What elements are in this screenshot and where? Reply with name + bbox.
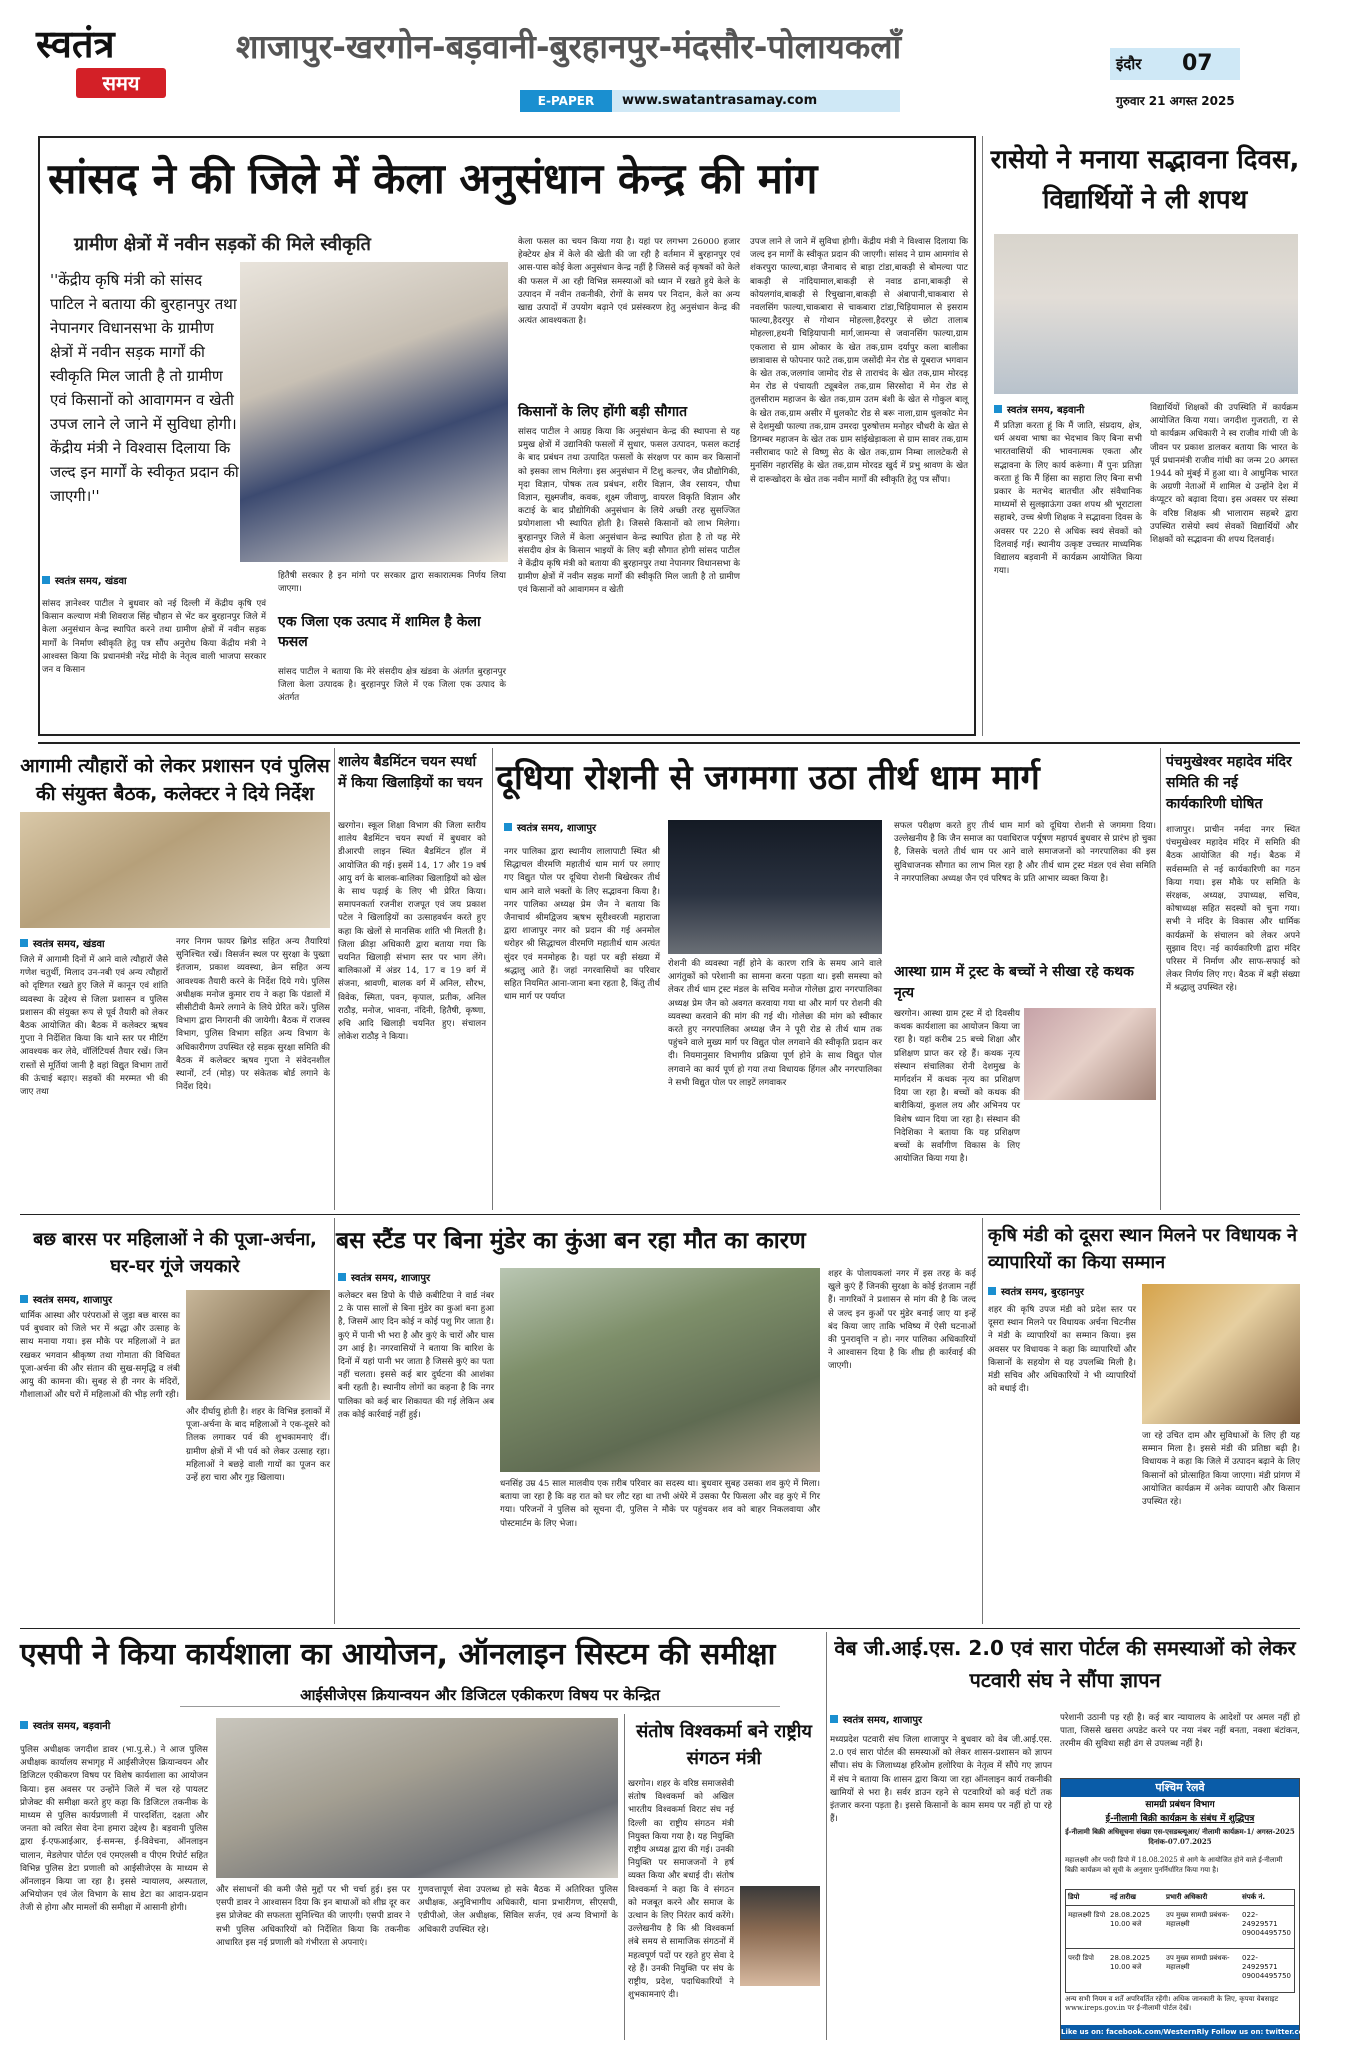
santosh-body: खरगोन। शहर के वरिष्ठ समाजसेवी संतोष विश्वकर्मा को अखिल भारतीय विश्वकर्मा विराट संघ नई दिल्ली का राष्ट्रीय संगठन मंत्री नियुक्त किया गया है। यह नियुक्ति राष्ट्रीय अध्यक्ष द्वारा की गई। उनकी नियुक्ति पर समाजजनों ने हर्ष व्यक्त किया और बधाई दी। संतोष विश्वकर्मा ने कहा कि वे संगठन को मजबूत करने और समाज के उत्थान के लिए निरंतर कार्य करेंगे। उल्लेखनीय है कि श्री विश्वकर्मा लंबे समय से सामाजिक संगठनों में महत्वपूर्ण पदों पर रहते हुए सेवा दे रहे हैं। उनकी नियुक्ति पर संघ के राष्ट्रीय, प्रदेश, पदाधिकारियों ने शुभकामनाएं दी। (628, 1779, 734, 2001)
bachbaras-byline: स्वतंत्र समय, शाजापुर (20, 1292, 180, 1306)
tender-cell: महालक्ष्मी डिपो (1068, 1911, 1106, 1919)
bachbaras-photo (186, 1290, 330, 1400)
mandi-headline: कृषि मंडी को दूसरा स्थान मिलने पर विधायक ने व्यापारियों का किया सम्मान (988, 1225, 1297, 1273)
dance-photo (1024, 1008, 1156, 1100)
busstand-body-2: धनसिंह उम्र 45 साल मालवीय एक ग़रीब परिवार का सदस्य था। बुधवार सुबह उसका शव कुएं में मिला। बताया जा रहा है कि वह रात को घर लौट रहा था तभी अंधेरे में उसका पैर फिसला और वह कुएं में गिर गया। परिजनों ने पुलिस को सूचना दी, पुलिस ने मौके पर पहुंचकर शव को बाहर निकलवाया और पोस्टमार्टम के लिए भेजा। (500, 1479, 820, 1529)
banana-quote: ''केंद्रीय कृषि मंत्री को सांसद पाटिल ने बताया की बुरहानपुर तथा नेपानगर विधानसभा के ग्रामीण क्षेत्रों में नवीन सड़क मार्गों की स्वीकृति मिल जाती है तो ग्रामीण एवं किसानों को आवागमन व खेती उपज लाने ले जाने में सुविधा होगी। केंद्रीय मंत्री ने विश्वास दिलाया कि जल्द इन मार्गों के स्वीकृत प्रदान की जाएगी।'' (50, 271, 239, 505)
tender-ref: ई-नीलामी बिक्री अधिसूचना संख्या एस-एसडब्ल्यूआर/ नीलामी कार्यक्रम-1/ अगस्त-2025 दिनांक-07.07.2025 (1065, 1827, 1295, 1846)
banana-body-3: सांसद पाटील ने बताया कि मेरे संसदीय क्षेत्र खंडवा के अंतर्गत बुरहानपुर जिला केला उत्पादक है। बुरहानपुर जिले में एक जिला एक उत्पाद के अंतर्गत (278, 667, 506, 704)
busstand-body-1: कलेक्टर बस डिपो के पीछे कबीटिया ने वार्ड नंबर 2 के पास सालों से बिना मुंडेर का कुआं बना हुआ है, जिसमें आए दिन कोई न कोई पशु गिर जाता है। कुएं में पानी भी भरा है और कुएं के चारों और घास उग आई है। नगरवासियों ने बताया कि बारिश के दिनों में यहां पानी भर जाता है जिससे कुएं का पता नहीं चलता। इससे कई बार दुर्घटना की आशंका बनी रहती है। स्थानीय लोगों का कहना है कि नगर पालिका को कई बार शिकायत की गई लेकिन अब तक कोई कार्रवाई नहीं हुई। (338, 1291, 494, 1420)
tirth-body-2: रोशनी की व्यवस्था नहीं होने के कारण रात्रि के समय आने वाले आगंतुकों को परेशानी का सामना करना पड़ता था। इसी समस्या को लेकर तीर्थ धाम ट्रस्ट मंडल के सचिव मनोज गोलेछा द्वारा नगरपालिका अध्यक्ष प्रेम जैन को अवगत करवाया गया था और मार्ग पर रोशनी की व्यवस्था करवाने की मांग की गई थी। गोलेछा की मांग को स्वीकार करते हुए नगरपालिका अध्यक्ष जैन ने पूरी रोड से तीर्थ धाम तक पहुंचने वाले मुख्य मार्ग पर विद्युत पोल लगवाने की स्वीकृति प्रदान कर दी। नियमानुसार विभागीय प्रक्रिया पूर्ण होने के साथ विद्युत पोल लगवाने का कार्य पूर्ण हो गया तथा विधायक हिंगल और नगरपालिका ने सभी विद्युत पोल पर लाइटें लगवाकर (668, 959, 882, 1088)
sadbhavna-headline: रासेयो ने मनाया सद्भावना दिवस, विद्यार्थियों ने ली शपथ (990, 145, 1300, 215)
banana-photo (240, 262, 508, 562)
mandi-body-1: शहर की कृषि उपज मंडी को प्रदेश स्तर पर दूसरा स्थान मिलने पर विधायक अर्चना चिटनीस ने मंडी के व्यापारियों का सम्मान किया। इस अवसर पर विधायक ने कहा कि व्यापारियों और किसानों के सहयोग से यह उपलब्धि मिली है। मंडी सचिव और अधिकारियों ने भी व्यापारियों को बधाई दी। (988, 1305, 1136, 1395)
tender-header-row (1066, 1890, 1294, 1906)
badminton-headline: शालेय बैडमिंटन चयन स्पर्धा में किया खिलाड़ियों का चयन (338, 754, 483, 791)
divider-3 (20, 1628, 1300, 1629)
patwari-body-2: परेशानी उठानी पड़ रही है। कई बार न्यायालय के आदेशों पर अमल नहीं हो पाता, जिससे खसरा अपडेट करने पर नया नंबर नहीं बनता, नक्शा बंटांकन, तरमीम की सुविधा सही ढंग से उपलब्ध नहीं है। (1060, 1713, 1300, 1750)
tirth-body-3: सफल परीक्षण करते हुए तीर्थ धाम मार्ग को दूधिया रोशनी से जगमगा दिया। उल्लेखनीय है कि जैन समाज का पवाधिराज पर्यूषण महापर्व बुधवार से प्रारंभ हो चुका है, जिसके चलते तीर्थ धाम पर आने वाले समाजजनों को नगरपालिका की इस सुविधाजनक सौगात का लाभ मिल रहा है और तीर्थ धाम ट्रस्ट मंडल एवं सेवा समिति ने नगरपालिका अध्यक्ष जैन एवं परिषद के प्रति आभार व्यक्त किया है। (894, 821, 1156, 884)
festivals-byline: स्वतंत्र समय, खंडवा (20, 936, 170, 950)
logo-top: स्वतंत्र (36, 21, 115, 66)
tirth-body-4: खरगोन। आस्था ग्राम ट्रस्ट में दो दिवसीय कथक कार्यशाला का आयोजन किया जा रहा है। यहां करीब 25 बच्चे शिक्षा और प्रशिक्षण प्राप्त कर रहे हैं। कथक नृत्य संस्थान संचालिका रोनी देशमुख के मार्गदर्शन में कथक नृत्य का प्रशिक्षण दिया जा रहा है। बच्चों को कथक की बारीकियां, कुशल लय और अभिनय पर विशेष ध्यान दिया जा रहा है। संस्थान की निदेशिका ने बताया कि यह प्रशिक्षण बच्चों के सर्वांगीण विकास के लिए आयोजित किया गया है। (894, 1009, 1020, 1165)
col-rule (982, 136, 983, 736)
banana-body-4: केला फसल का चयन किया गया है। यहां पर लगभग 26000 हजार हेक्टेयर क्षेत्र में केले की खेती की जा रही है वर्तमान में बुरहानपुर एवं आस-पास कोई केला अनुसंधान केन्द्र नहीं है जिससे कई कृषकों को केले की फसल में आ रही विभिन्न समस्याओं को ध्यान में रखते हुये केले के उत्पादन में नवीन तकनीकी, रोगों के समय पर निदान, केले का अन्य खाद्य उत्पादों में उपयोग बढ़ाने एवं प्रसंस्करण हेतु अनुसंधान केन्द्र की अत्यंत आवश्यकता है। (518, 237, 740, 327)
busstand-headline: बस स्टैंड पर बिना मुंडेर का कुंआ बन रहा मौत का कारण (336, 1228, 806, 1254)
website-link[interactable]: www.swatantrasamay.com (622, 93, 818, 108)
sadbhavna-byline: स्वतंत्र समय, बड़वानी (994, 402, 1144, 416)
divider-1 (38, 742, 1300, 744)
busstand-byline: स्वतंत्र समय, शाजापुर (338, 1270, 498, 1284)
banana-subhead-3: किसानों के लिए होंगी बड़ी सौगात (518, 404, 688, 420)
sadbhavna-photo (994, 234, 1298, 394)
festivals-body-1: जिले में आगामी दिनों में आने वाले त्यौहारों जैसे गणेश चतुर्थी, मिलाद उन-नबी एवं अन्य त्यौहारों को दृष्टिगत रखते हुए जिले में कानून एवं शांति व्यवस्था के उद्देश्य से जिला प्रशासन व पुलिस प्रशासन की संयुक्त रूप से पूर्व तैयारी को लेकर बैठक आयोजित की। बैठक में कलेक्टर ऋषव गुप्ता ने निर्देशित किया कि थाने स्तर पर मीटिंग आवश्यक कर लेवे, वॉलिंटियर्स तैयार रखें। जिन रास्तों से मूर्तियां जानी है वहां विद्युत विभाग तारों की ऊंचाई बढ़ाए। सड़कों की मरम्मत भी की जाए तथा (20, 955, 168, 1098)
mandi-photo (1142, 1284, 1300, 1424)
tender-notice: ई-नीलामी बिक्री कार्यक्रम के संबंध में शुद्धिपत्र (1105, 1814, 1255, 1824)
mandi-byline: स्वतंत्र समय, बुरहानपुर (988, 1284, 1138, 1298)
page-badge (1110, 48, 1240, 80)
sp-body-2: और संसाधनों की कमी जैसे मुद्दों पर भी चर्चा हुई। इस पर एसपी डावर ने आश्वासन दिया कि इन बाधाओं को शीघ्र दूर कर इस प्रोजेक्ट की सफलता सुनिश्चित की जाएगी। एसपी डावर ने सभी पुलिस अधिकारियों को निर्देशित किया कि तकनीक आधारित इस नई प्रणाली को गंभीरता से अपनाएं। (216, 1885, 410, 1948)
busstand-photo (500, 1268, 820, 1472)
tender-org: पश्चिम रेलवे (1061, 1779, 1299, 1797)
col-rule (1160, 748, 1161, 1210)
tender-header-contact: संपर्क नं. (1242, 1893, 1266, 1901)
tender-cell: 022-24929571 09004495750 (1242, 1954, 1291, 1980)
page-number: 07 (1182, 51, 1213, 76)
col-rule (624, 1714, 625, 2040)
epaper-label: E-PAPER (520, 90, 612, 112)
issue-date: गुरुवार 21 अगस्त 2025 (1116, 94, 1235, 108)
tender-cell: 28.08.2025 10.00 बजे (1110, 1911, 1151, 1928)
sp-byline: स्वतंत्र समय, बड़वानी (20, 1718, 190, 1732)
tender-table (1065, 1889, 1295, 1993)
sp-body-1: पुलिस अधीक्षक जगदीश डावर (भा.पु.से.) ने आज पुलिस अधीक्षक कार्यालय सभागृह में आईसीजेएस क्रियान्वयन और डिजिटल एकीकरण विषय पर विशेष कार्यशाला का आयोजन किया। इस अवसर पर उन्होंने जिले में चल रहे पायलट प्रोजेक्ट की समीक्षा करते हुए कहा कि डिजिटल तकनीक के माध्यम से पुलिस कार्यप्रणाली में पारदर्शिता, दक्षता और जनता को त्वरित सेवा देना हमारा उद्देश्य है। बड़वानी पुलिस द्वारा ई-एफआईआर, ई-समन्स, ई-विवेचना, ऑनलाइन चालान, मेडलेपार पोर्टल एवं एमएलसी व पीएम रिपोर्ट सहित विभिन्न पुलिस डेटा प्रणाली को आईसीजेएस के माध्यम से ऑनलाइन किया जा रहा है। इससे न्यायालय, अस्पताल, अभियोजन एवं जेल विभाग के साथ डेटा का आदान-प्रदान तेजी से होगा और मामलों की समीक्षा में आसानी होगी। (20, 1745, 208, 1914)
patwari-byline: स्वतंत्र समय, शाजापुर (830, 1712, 1030, 1726)
banana-body-5: सांसद पाटील ने आग्रह किया कि अनुसंधान केन्द्र की स्थापना से यह प्रमुख क्षेत्रों में उद्यानिकी फसलों में सुधार, फसल उत्पादन, फसल कटाई के बाद प्रबंधन तथा उत्पादित फसलों के संरक्षण पर काम कर किसानों को इसका लाभ मिलेगा। इस अनुसंधान में टिशु कल्चर, जैव प्रौद्योगिकी, मृदा विज्ञान, पोषक तत्व प्रबंधन, शरीर विज्ञान, जैव रसायन, पौधा विज्ञान, सूक्ष्मजीव, कवक, शूक्ष्म जीवाणु, वायरल विकृति विज्ञान और कटाई के बाद प्रौद्योगिकी अनुसंधान के लिये अच्छी तरह सुसज्जित प्रयोगशाला भी स्थापित होती है। जिससे किसानों को लाभ मिलेगा। बुरहानपुर जिले में केला अनुसंधान केन्द्र स्थापित होता है तो यह मेरे संसदीय क्षेत्र के किसान भाइयों के लिए बड़ी सौगात होगी सांसद पाटील ने केंद्रीय कृषि मंत्री को बताया की बुरहानपुर तथा नेपानगर विधानसभा के ग्रामीण क्षेत्रों में नवीन सड़क मार्गों की स्वीकृति मिल जाती है तो ग्रामीण एवं किसानों को आवागमन व खेती (518, 427, 740, 596)
festivals-photo (20, 812, 330, 928)
sp-headline: एसपी ने किया कार्यशाला का आयोजन, ऑनलाइन सिस्टम की समीक्षा (20, 1637, 776, 1672)
banana-body-6: उपज लाने ले जाने में सुविधा होगी। केंद्रीय मंत्री ने विश्वास दिलाया कि जल्द इन मार्गों के स्वीकृत प्रदान की जाएगी। सांसद ने ग्राम आमगांव से शंकरपुरा फाल्या,बाड़ा जैनाबाद से बाड़ा टांडा,बाकड़ी से बोमल्या पाट बाकड़ी से नांदियामाल,बाकड़ी से नवाड ढाना,बाकड़ी से कोयलगांव,बाकड़ी से रिचुखाना,बाकड़ी से अंबापानी,चाकबारा से नवलसिंग फाल्या,चाकबारा से चाकबारा टांडा,चिड़ियामाल से इसराम फाल्या,हैदरपुर से गोथान मोहल्ला,हैदरपुर से छोटा तालाब मोहल्ला,हथनी चिड़ियापानी मार्ग,जामन्या से जवानसिंग फाल्या,ग्राम एकलारा से ग्राम ओकार के खेत तक,ग्राम दर्यापुर कला बालीका छात्रावास से फोपनार फाटे तक,ग्राम जसोंदी मेन रोड से यूबराज भगवान के खेत तक,जलगांव जामोद रोड से ताराचंद के खेत तक,ग्राम मोरदड़ मेन रोड से पंचायती ट्यूबवेल तक,ग्राम सिरसोदा में मेन रोड से तुलसीराम महाजन के खेत तक,ग्राम उतम बंशी के खेत से गोकुल बालू के खेत तक,ग्राम असीर में धुलकोट रोड से बरू नाला,ग्राम धुलकोट मेन से देशमुखी फाल्या तक,ग्राम उमरदा पुरुषोत्तम मनोहर चौधरी के खेत से डिगम्बर महाजन के खेत तक ग्राम सांईखेड़ाकला से ग्राम सावर तक,ग्राम नसीराबाद फाटे से विष्णु सेठ के खेत तक,ग्राम निम्बा लालटेकरी से मुनसिंग नहारसिंह के खेत तक,ग्राम मोरदड खुर्द में प्रभु श्रावण के खेत से दारूखोदरा के खेत तक नवीन मार्गों की स्वीकृति हेतु पत्र सौंपा। (750, 237, 968, 485)
tirth-body-1: नगर पालिका द्वारा स्थानीय लालापाटी स्थित श्री सिद्धाचल वीरमणि महातीर्थ धाम मार्ग पर लगाए गए विद्युत पोल पर दूधिया रोशनी बिखेरकर तीर्थ धाम आने वाले भक्तों के लिए सद्भावना किया है। नगर पालिका अध्यक्ष प्रेम जैन ने बताया कि जैनाचार्य श्रीमद्विजय ऋषभ सूरीश्वरजी महाराजा द्वारा शाजापुर नगर को प्रदान की गई अनमोल धरोहर श्री सिद्धाचल वीरमणि महातीर्थ धाम अत्यंत सुंदर एवं मनमोहक है। यहां पर बड़ी संख्या में श्रद्धालु आते हैं। जहां नगरवासियों का परिवार सहित नियमित आना-जाना बना रहता है, किंतु तीर्थ धाम मार्ग पर पर्याप्त (504, 847, 660, 1003)
col-rule (982, 1218, 983, 1624)
panchmukh-body: शाजापुर। प्राचीन नर्मदा नगर स्थित पंचमुखेश्वर महादेव मंदिर में समिति की बैठक आयोजित की गई। बैठक में सर्वसम्मति से नई कार्यकारिणी का गठन किया गया। इस मौके पर समिति के संरक्षक, अध्यक्ष, उपाध्यक्ष, सचिव, कोषाध्यक्ष सहित सदस्यों को चुना गया। सभी ने मंदिर के विकास और धार्मिक कार्यक्रमों के संचालन को लेकर अपने सुझाव दिए। नई कार्यकारिणी द्वारा मंदिर परिसर में निर्माण और साफ-सफाई को लेकर निर्णय लिए गए। बैठक में बड़ी संख्या में श्रद्धालु उपस्थित रहे। (1166, 825, 1300, 994)
divider-2 (20, 1214, 1300, 1215)
tender-cell: 022-24929571 09004495750 (1242, 1911, 1291, 1937)
banana-body-1: सांसद ज्ञानेश्वर पाटील ने बुधवार को नई दिल्ली में केंद्रीय कृषि एवं किसान कल्याण मंत्री शिवराज सिंह चौहान से भेंट कर बुरहानपुर जिले में केला अनुसंधान केन्द्र स्थापित करने तथा ग्रामीण क्षेत्रों में नवीन सड़क मार्गों के निर्माण स्वीकृति हेतु पत्र सौंप अनुरोध किया केंद्रीय मंत्री ने आश्वस्त किया कि प्रधानमंत्री नरेंद्र मोदी के नेतृत्व वाली भाजपा सरकार जन व किसान (42, 599, 266, 676)
col-rule (826, 1632, 827, 2040)
tender-header-officer: प्रभारी अधिकारी (1166, 1893, 1208, 1901)
tender-social[interactable]: Like us on: facebook.com/WesternRly Follow us on: twitter.com/WesternRly (1061, 2025, 1299, 2039)
logo-bottom: समय (76, 68, 166, 98)
tender-cell: परदी डिपो (1068, 1954, 1094, 1962)
tender-header-depot: डिपो (1068, 1893, 1080, 1901)
col-rule (492, 748, 493, 1210)
tirth-photo (668, 820, 882, 954)
santosh-photo (740, 1886, 820, 1986)
banana-subhead: ग्रामीण क्षेत्रों में नवीन सड़कों की मिले स्वीकृति (74, 234, 371, 255)
banana-subhead-2: एक जिला एक उत्पाद में शामिल है केला फसल (278, 614, 481, 650)
col-rule (334, 748, 335, 1210)
tender-cell: उप मुख्य सामग्री प्रबंधक-महालक्ष्मी (1166, 1954, 1230, 1971)
tender-row (1066, 1950, 1294, 1992)
tender-cell: उप मुख्य सामग्री प्रबंधक-महालक्ष्मी (1166, 1911, 1230, 1928)
sadbhavna-body-2: विद्यार्थियों शिक्षकों की उपस्थिति में कार्यक्रम आयोजित किया गया। जगदीश गुजराती, रा से यो कार्यक्रम अधिकारी ने स्व राजीव गांधी जी के जीवन पर प्रकाश डालकर बताया कि भारत के पूर्व प्रधानमंत्री राजीव गांधी का जन्म 20 अगस्त 1944 को मुंबई में हुआ था। वे आधुनिक भारत के अग्रणी नेताओं में शामिल थे उन्होंने देश में कंप्यूटर को बढ़ावा दिया। इस अवसर पर संस्था के वरिष्ठ शिक्षक श्री भालाराम सहबरे द्वारा उपस्थित रासेयो स्वयं सेवकों विद्यार्थियों और शिक्षकों को सद्भावना की शपथ दिलवाई। (1150, 403, 1298, 546)
tender-cell: 28.08.2025 10.00 बजे (1110, 1954, 1151, 1971)
tender-dept: सामग्री प्रबंधन विभाग (1145, 1800, 1215, 1810)
badminton-body: खरगोन। स्कूल शिक्षा विभाग की जिला स्तरीय शालेय बैडमिंटन चयन स्पर्धा में बुधवार को डीआरपी लाइन स्थित बैडमिंटन हॉल में आयोजित की गई। इसमें 14, 17 और 19 वर्ष आयु वर्ग के बालक-बालिका खिलाड़ियों को खेल के साथ पढ़ाई के लिए भी प्रेरित किया। समापनकर्ता रजनीश राजपूत एवं जय प्रकाश पटेल ने खिलाड़ियों का उत्साहवर्धन करते हुए कहा कि खेलों से मानसिक शांति भी मिलती है। जिला क्रीड़ा अधिकारी द्वारा बताया गया कि चयनित खिलाड़ी संभाग स्तर पर भाग लेंगे। बालिकाओं में अंडर 14, 17 व 19 वर्ग में संजना, श्रावणी, बालक वर्ग में अनिल, सौरभ, विवेक, स्मिता, पवन, कृपाल, प्रतीक, अनिल राठौड़, मनोज, भावना, नंदिनी, हितैषी, कृष्णा, रुचि आदि खिलाड़ी चयनित हुए। संचालन लोकेश राठौड़ ने किया। (338, 821, 486, 1043)
sp-photo (216, 1718, 618, 1878)
bachbaras-body-1: धार्मिक आस्था और परंपराओं से जुड़ा बछ बारस का पर्व बुधवार को जिले भर में श्रद्धा और उत्साह के साथ मनाया गया। इस मौके पर महिलाओं ने व्रत रखकर भगवान श्रीकृष्ण तथा गोमाता की विधिवत पूजा-अर्चना की और संतान की सुख-समृद्धि व लंबी आयु की कामना की। सुबह से ही नगर के मंदिरों, गौशालाओं और घरों में महिलाओं की भीड़ लगी रही। (20, 1311, 180, 1401)
busstand-body-3: शहर के पोलायकलां नगर में इस तरह के कई खुले कुएं हैं जिनकी सुरक्षा के कोई इंतजाम नहीं हैं। नागरिकों ने प्रशासन से मांग की है कि जल्द से जल्द इन कुओं पर मुंडेर बनाई जाए या इन्हें बंद किया जाए ताकि भविष्य में ऐसी घटनाओं की पुनरावृत्ति न हो। नगर पालिका अधिकारियों ने आश्वासन दिया है कि शीघ्र ही कार्रवाई की जाएगी। (828, 1269, 976, 1372)
tender-footer: अन्य सभी नियम व शर्तें अपरिवर्तित रहेंगी। अधिक जानकारी के लिए, कृपया वेबसाइट www.ireps.gov.in पर ई-नीलामी पोर्टल देखें। (1065, 1995, 1279, 2012)
festivals-headline: आगामी त्यौहारों को लेकर प्रशासन एवं पुलिस की संयुक्त बैठक, कलेक्टर ने दिये निर्देश (20, 755, 330, 805)
santosh-headline: संतोष विश्वकर्मा बने राष्ट्रीय संगठन मंत्री (636, 1721, 812, 1769)
banana-byline: स्वतंत्र समय, खंडवा (42, 573, 232, 587)
banana-body-2: हितैषी सरकार है इन मांगो पर सरकार द्वारा सकारात्मक निर्णय लिया जाएगा। (278, 571, 506, 595)
bachbaras-body-2: और दीर्घायु होती है। शहर के विभिन्न इलाकों में पूजा-अर्चना के बाद महिलाओं ने एक-दूसरे को तिलक लगाकर पर्व की शुभकामनाएं दीं। ग्रामीण क्षेत्रों में भी पर्व को लेकर उत्साह रहा। महिलाओं ने बछड़े वाली गायों का पूजन कर उन्हें हरा चारा और गुड़ खिलाया। (186, 1407, 330, 1484)
patwari-headline: वेब जी.आई.एस. 2.0 एवं सारा पोर्टल की समस्याओं को लेकर पटवारी संघ ने सौंपा ज्ञापन (834, 1636, 1296, 1692)
tirth-byline: स्वतंत्र समय, शाजापुर (504, 820, 664, 834)
sadbhavna-body-1: मैं प्रतिज्ञा करता हूं कि मैं जाति, संप्रदाय, क्षेत्र, धर्म अथवा भाषा का भेदभाव किए बिना सभी भारतवासियों की भावनात्मक एकता और सद्भावना के लिए कार्य करूंगा। मैं पुनः प्रतिज्ञा करता हूं कि मैं हिंसा का सहारा लिए बिना सभी प्रकार के मतभेद बातचीत और संवैधानिक माध्यमों से सुलझाऊंगा उक्त शपथ श्री भूराटाला सहाबरे, उच्च श्रेणी शिक्षक ने सद्भावना दिवस के अवसर पर 220 से अधिक स्वयं सेवकों को दिलवाई गई। स्थानीय उत्कृष्ट उच्चतर माध्यमिक विद्यालय बड़वानी में कार्यक्रम आयोजित किया गया। (994, 421, 1142, 577)
sp-subhead: आईसीजेएस क्रियान्वयन और डिजिटल एकीकरण विषय पर केन्द्रित (180, 1684, 780, 1707)
edition-title: शाजापुर-खरगोन-बड़वानी-बुरहानपुर-मंदसौर-पोलायकलाँ (236, 27, 902, 66)
panchmukh-headline: पंचमुखेश्वर महादेव मंदिर समिति की नई कार्यकारिणी घोषित (1166, 754, 1292, 812)
masthead-logo (36, 22, 204, 102)
tirth-headline: दूधिया रोशनी से जगमगा उठा तीर्थ धाम मार्ग (496, 758, 1040, 798)
mandi-body-2: जा रहे उचित दाम और सुविधाओं के लिए ही यह सम्मान मिला है। इससे मंडी की प्रतिष्ठा बढ़ी है। विधायक ने कहा कि जिले में उत्पादन बढ़ाने के लिए किसानों को प्रोत्साहित किया जाएगा। मंडी प्रांगण में आयोजित कार्यक्रम में अनेक व्यापारी और किसान उपस्थित रहे। (1142, 1431, 1300, 1508)
sp-body-3: गुणवत्तापूर्ण सेवा उपलब्ध हो सके बैठक में अतिरिक्त पुलिस अधीक्षक, अनुविभागीय अधिकारी, थाना प्रभारीगण, सीएसपी, एडीपीओ, जेल अधीक्षक, सिविल सर्जन, एवं अन्य विभागों के अधिकारी उपस्थित रहे। (418, 1885, 618, 1935)
city-label: इंदौर (1116, 55, 1142, 73)
tender-row (1066, 1907, 1294, 1949)
patwari-body-1: मध्यप्रदेश पटवारी संघ जिला शाजापुर ने बुधवार को वेब जी.आई.एस. 2.0 एवं सारा पोर्टल की समस्याओं को लेकर शासन-प्रशासन को ज्ञापन सौंपा। संघ के जिलाध्यक्ष हरिओम हलोरिया के नेतृत्व में सौंपे गए ज्ञापन में संघ ने बताया कि शासन द्वारा किया जा रहा ऑनलाइन कार्य तकनीकी खामियों से भरा है। सर्वर डाउन रहने से पटवारियों को कई घंटों तक इंतजार करना पड़ता है। इससे किसानों के काम समय पर नहीं हो पा रहे हैं। (830, 1735, 1052, 1825)
tirth-subhead: आस्था ग्राम में ट्रस्ट के बच्चों ने सीखा रहे कथक नृत्य (894, 964, 1134, 1001)
tender-header-date: नई तारीख (1110, 1893, 1136, 1901)
tender-box (1060, 1778, 1359, 2040)
banana-headline: सांसद ने की जिले में केला अनुसंधान केन्द्र की मांग (48, 154, 818, 203)
col-rule (334, 1218, 335, 1624)
festivals-body-2: नगर निगम फायर ब्रिगेड सहित अन्य तैयारियां सुनिश्चित रखें। विसर्जन स्थल पर सुरक्षा के पुख्ता इंतजाम, प्रकाश व्यवस्था, क्रेन सहित अन्य आवश्यक तैयारी करने के निर्देश दिये गये। पुलिस अधीक्षक मनोज कुमार राय ने कहा कि पंडालों में सीसीटीवी कैमरे लगाने के लिये प्रेरित करें। पुलिस विभाग द्वारा निगरानी की जायेगी। बैठक में राजस्व विभाग, पुलिस विभाग सहित अन्य विभाग के अधिकारीगण उपस्थित रहे सड़क सुरक्षा समिति की बैठक में कलेक्टर ऋषव गुप्ता ने संवेदनशील स्थानों, टर्न (मोड़) पर संकेतक बोर्ड लगाने के निर्देश दिये। (176, 937, 330, 1093)
bachbaras-headline: बछ बारस पर महिलाओं ने की पूजा-अर्चना, घर-घर गूंजे जयकारे (33, 1229, 317, 1277)
tender-intro: महालक्ष्मी और परदी डिपो में 18.08.2025 से आगे के आयोजित होने वाले ई-नीलामी बिक्री कार्यक्रम को सूची के अनुसार पुनर्निर्धारित किया गया है। (1065, 1856, 1283, 1874)
